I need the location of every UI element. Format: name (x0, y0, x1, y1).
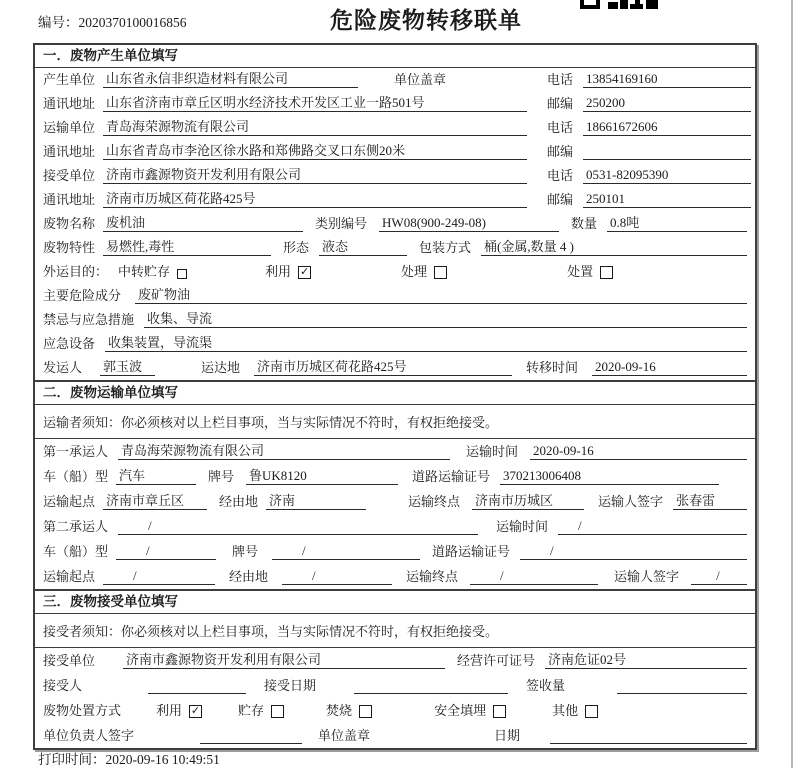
section-receiver (35, 591, 755, 748)
vehicle1-permit-value: 370213006408 (500, 468, 719, 485)
route2-via-value: / (282, 568, 392, 585)
vehicle2-permit-label: 道路运输证号 (432, 544, 511, 559)
route2-end-label: 运输终点 (406, 569, 459, 584)
row-accept-person (35, 673, 755, 698)
row-disposal-method (35, 698, 755, 723)
transporter-label: 运输单位 (43, 120, 96, 135)
receiver-phone-value: 0531-82095390 (583, 167, 751, 184)
taboo-measures-label: 禁忌与应急措施 (43, 312, 135, 327)
row-taboo-measures (35, 308, 755, 332)
vehicle2-plate-value: / (272, 543, 420, 560)
receiver-phone-group (547, 165, 751, 184)
disposal-storage-label: 贮存 (238, 703, 265, 718)
disposal-landfill-checkbox (493, 705, 506, 718)
disposal-use-label: 利用 (156, 703, 183, 718)
row-vehicle2 (35, 539, 755, 564)
disposal-use-checkbox: ✓ (190, 704, 201, 717)
producer-address-value: 山东省济南市章丘区明水经济技术开发区工业一路501号 (103, 92, 527, 112)
transporter-phone-value: 18661672606 (583, 119, 751, 136)
section-producer (35, 45, 755, 382)
transfer-time-value: 2020-09-16 (592, 359, 747, 376)
disposal-other-label: 其他 (552, 703, 579, 718)
vehicle1-permit-label: 道路运输证号 (412, 469, 491, 484)
section-transporter (35, 382, 755, 591)
row-route1 (35, 489, 755, 514)
waste-code-value: HW08(900-249-08) (379, 215, 559, 232)
waste-name-label: 废物名称 (43, 216, 96, 231)
waste-form-value: 液态 (319, 236, 407, 256)
waste-qty-value: 0.8吨 (607, 212, 747, 232)
row-transporter (35, 116, 755, 140)
section3-header: 三．废物接受单位填写 (35, 591, 755, 614)
waste-name-value: 废机油 (103, 212, 303, 232)
route1-start-label: 运输起点 (43, 494, 96, 509)
row-waste-traits (35, 236, 755, 260)
producer-phone-label: 电话 (547, 72, 574, 87)
transporter-phone-label: 电话 (547, 120, 574, 135)
accept-unit-label: 接受单位 (43, 653, 96, 668)
carrier2-time-label: 运输时间 (496, 519, 549, 534)
route1-sign-value: 张春雷 (673, 490, 747, 510)
vehicle1-type-label: 车（船）型 (43, 469, 109, 484)
purpose-option-storage-label: 中转贮存 (118, 264, 171, 279)
qr-code-fragment-icon (580, 0, 660, 9)
serial-number-label: 编号： (38, 15, 79, 30)
route2-sign-value: / (691, 568, 747, 585)
responsible-sign-label: 单位负责人签字 (43, 728, 135, 743)
disposal-burn-checkbox (359, 705, 372, 718)
route1-via-label: 经由地 (219, 494, 259, 509)
vehicle2-plate-label: 牌号 (232, 544, 259, 559)
route1-end-value: 济南市历城区 (472, 490, 584, 510)
purpose-storage-checkbox (177, 269, 187, 279)
print-time-label: 打印时间： (38, 752, 106, 767)
transporter-notice: 运输者须知：你必须核对以上栏目事项，当与实际情况不符时，有权拒绝接受。 (35, 405, 755, 439)
route1-start-value: 济南市章丘区 (103, 490, 207, 510)
transporter-value: 青岛海荣源物流有限公司 (103, 116, 527, 136)
accept-date-label: 接受日期 (264, 678, 317, 693)
row-carrier1 (35, 439, 755, 464)
route2-sign-label: 运输人签字 (614, 569, 680, 584)
emergency-equipment-value: 收集装置，导流渠 (105, 332, 747, 352)
purpose-dispose-checkbox (600, 266, 613, 279)
print-time (38, 748, 220, 768)
unit-seal2-label: 单位盖章 (318, 728, 371, 743)
waste-pack-label: 包装方式 (419, 240, 472, 255)
waste-pack-value: 桶(金属,数量 4 ) (481, 236, 747, 256)
producer-label: 产生单位 (43, 72, 96, 87)
section1-header: 一．废物产生单位填写 (35, 45, 755, 68)
disposal-storage-checkbox (271, 705, 284, 718)
transfer-purpose-label: 外运目的： (43, 264, 109, 279)
transporter-address-label: 通讯地址 (43, 144, 96, 159)
row-accept-unit (35, 648, 755, 673)
carrier2-label: 第二承运人 (43, 519, 109, 534)
route2-start-label: 运输起点 (43, 569, 96, 584)
producer-address-label: 通讯地址 (43, 96, 96, 111)
disposal-burn-label: 焚烧 (326, 703, 353, 718)
transporter-zip-value (583, 145, 751, 160)
row-transporter-address (35, 140, 755, 164)
row-vehicle1 (35, 464, 755, 489)
producer-value: 山东省永信非织造材料有限公司 (103, 68, 358, 88)
hazard-component-label: 主要危险成分 (43, 288, 122, 303)
row-receiver-address (35, 188, 755, 212)
waste-traits-value: 易燃性,毒性 (103, 236, 271, 256)
receiver-notice: 接受者须知：你必须核对以上栏目事项，当与实际情况不符时，有权拒绝接受。 (35, 614, 755, 648)
transporter-zip-label: 邮编 (547, 144, 574, 159)
carrier1-label: 第一承运人 (43, 444, 109, 459)
waste-qty-label: 数量 (571, 216, 598, 231)
disposal-landfill-label: 安全填埋 (434, 703, 487, 718)
row-producer (35, 68, 755, 92)
accept-person-value (148, 679, 246, 694)
waste-form-label: 形态 (283, 240, 310, 255)
vehicle1-type-value: 汽车 (116, 465, 196, 485)
purpose-use-checkbox: ✓ (299, 265, 310, 278)
row-producer-address (35, 92, 755, 116)
route2-via-label: 经由地 (229, 569, 269, 584)
row-waste-name (35, 212, 755, 236)
page-edge-line (791, 0, 793, 768)
purpose-option-treat-label: 处理 (401, 264, 428, 279)
row-route2 (35, 564, 755, 589)
section2-header: 二．废物运输单位填写 (35, 382, 755, 405)
row-carrier2 (35, 514, 755, 539)
unit-seal-label: 单位盖章 (394, 72, 447, 87)
receiver-zip-value: 250101 (583, 191, 751, 208)
carrier1-time-value: 2020-09-16 (530, 443, 747, 460)
receiver-address-label: 通讯地址 (43, 192, 96, 207)
waste-traits-label: 废物特性 (43, 240, 96, 255)
form-title: 危险废物转移联单 (330, 7, 522, 33)
disposal-other-checkbox (585, 705, 598, 718)
route1-end-label: 运输终点 (408, 494, 461, 509)
producer-zip-value: 250200 (583, 95, 751, 112)
receiver-zip-label: 邮编 (547, 192, 574, 207)
transporter-address-value: 山东省青岛市李沧区徐水路和郑佛路交叉口东侧20米 (103, 140, 527, 160)
purpose-option-dispose-label: 处置 (567, 264, 594, 279)
hazard-component-value: 废矿物油 (135, 284, 747, 304)
vehicle2-type-label: 车（船）型 (43, 544, 109, 559)
destination-value: 济南市历城区荷花路425号 (254, 356, 512, 376)
row-receiver (35, 164, 755, 188)
receipt-qty-value (617, 679, 747, 694)
disposal-method-label: 废物处置方式 (43, 703, 122, 718)
waste-code-label: 类别编号 (315, 216, 368, 231)
carrier2-value: / (118, 518, 478, 535)
responsible-sign-value (200, 729, 302, 744)
route1-via-value: 济南 (266, 490, 366, 510)
receiver-address-value: 济南市历城区荷花路425号 (103, 188, 527, 208)
accept-date-value (354, 679, 508, 694)
vehicle2-permit-value: / (520, 543, 747, 560)
print-time-value: 2020-09-16 10:49:51 (105, 752, 220, 767)
row-transfer-purpose (35, 260, 755, 284)
carrier2-time-value: / (558, 518, 747, 535)
carrier1-value: 青岛海荣源物流有限公司 (118, 440, 450, 460)
route2-end-value: / (470, 568, 598, 585)
transporter-zip-group (547, 141, 751, 160)
purpose-option-use-label: 利用 (265, 264, 292, 279)
vehicle2-type-value: / (116, 543, 216, 560)
row-dispatch (35, 356, 755, 380)
receiver-phone-label: 电话 (547, 168, 574, 183)
vehicle1-plate-label: 牌号 (208, 469, 235, 484)
route1-sign-label: 运输人签字 (598, 494, 664, 509)
producer-zip-label: 邮编 (547, 96, 574, 111)
route2-start-value: / (103, 568, 215, 585)
sign-date-label: 日期 (494, 728, 521, 743)
accept-unit-value: 济南市鑫源物资开发利用有限公司 (123, 649, 445, 669)
dispatcher-label: 发运人 (43, 360, 83, 375)
emergency-equipment-label: 应急设备 (43, 336, 96, 351)
receiver-label: 接受单位 (43, 168, 96, 183)
producer-phone-group (547, 69, 751, 88)
producer-zip-group (547, 93, 751, 112)
destination-label: 运达地 (201, 360, 241, 375)
row-hazard-component (35, 284, 755, 308)
taboo-measures-value: 收集、导流 (144, 308, 747, 328)
purpose-treat-checkbox (434, 266, 447, 279)
serial-number-value: 2020370100016856 (78, 15, 187, 30)
license-value: 济南危证02号 (545, 649, 747, 669)
dispatcher-value: 郭玉波 (100, 356, 155, 376)
row-responsible-sign (35, 723, 755, 748)
hazardous-waste-transfer-form (33, 43, 757, 750)
sign-date-value (550, 729, 747, 744)
transporter-phone-group (547, 117, 751, 136)
receipt-qty-label: 签收量 (526, 678, 566, 693)
carrier1-time-label: 运输时间 (466, 444, 519, 459)
vehicle1-plate-value: 鲁UK8120 (246, 465, 398, 485)
row-emergency-equipment (35, 332, 755, 356)
producer-phone-value: 13854169160 (583, 71, 751, 88)
receiver-value: 济南市鑫源物资开发利用有限公司 (103, 164, 527, 184)
receiver-zip-group (547, 189, 751, 208)
license-label: 经营许可证号 (457, 653, 536, 668)
transfer-time-label: 转移时间 (526, 360, 579, 375)
accept-person-label: 接受人 (43, 678, 83, 693)
